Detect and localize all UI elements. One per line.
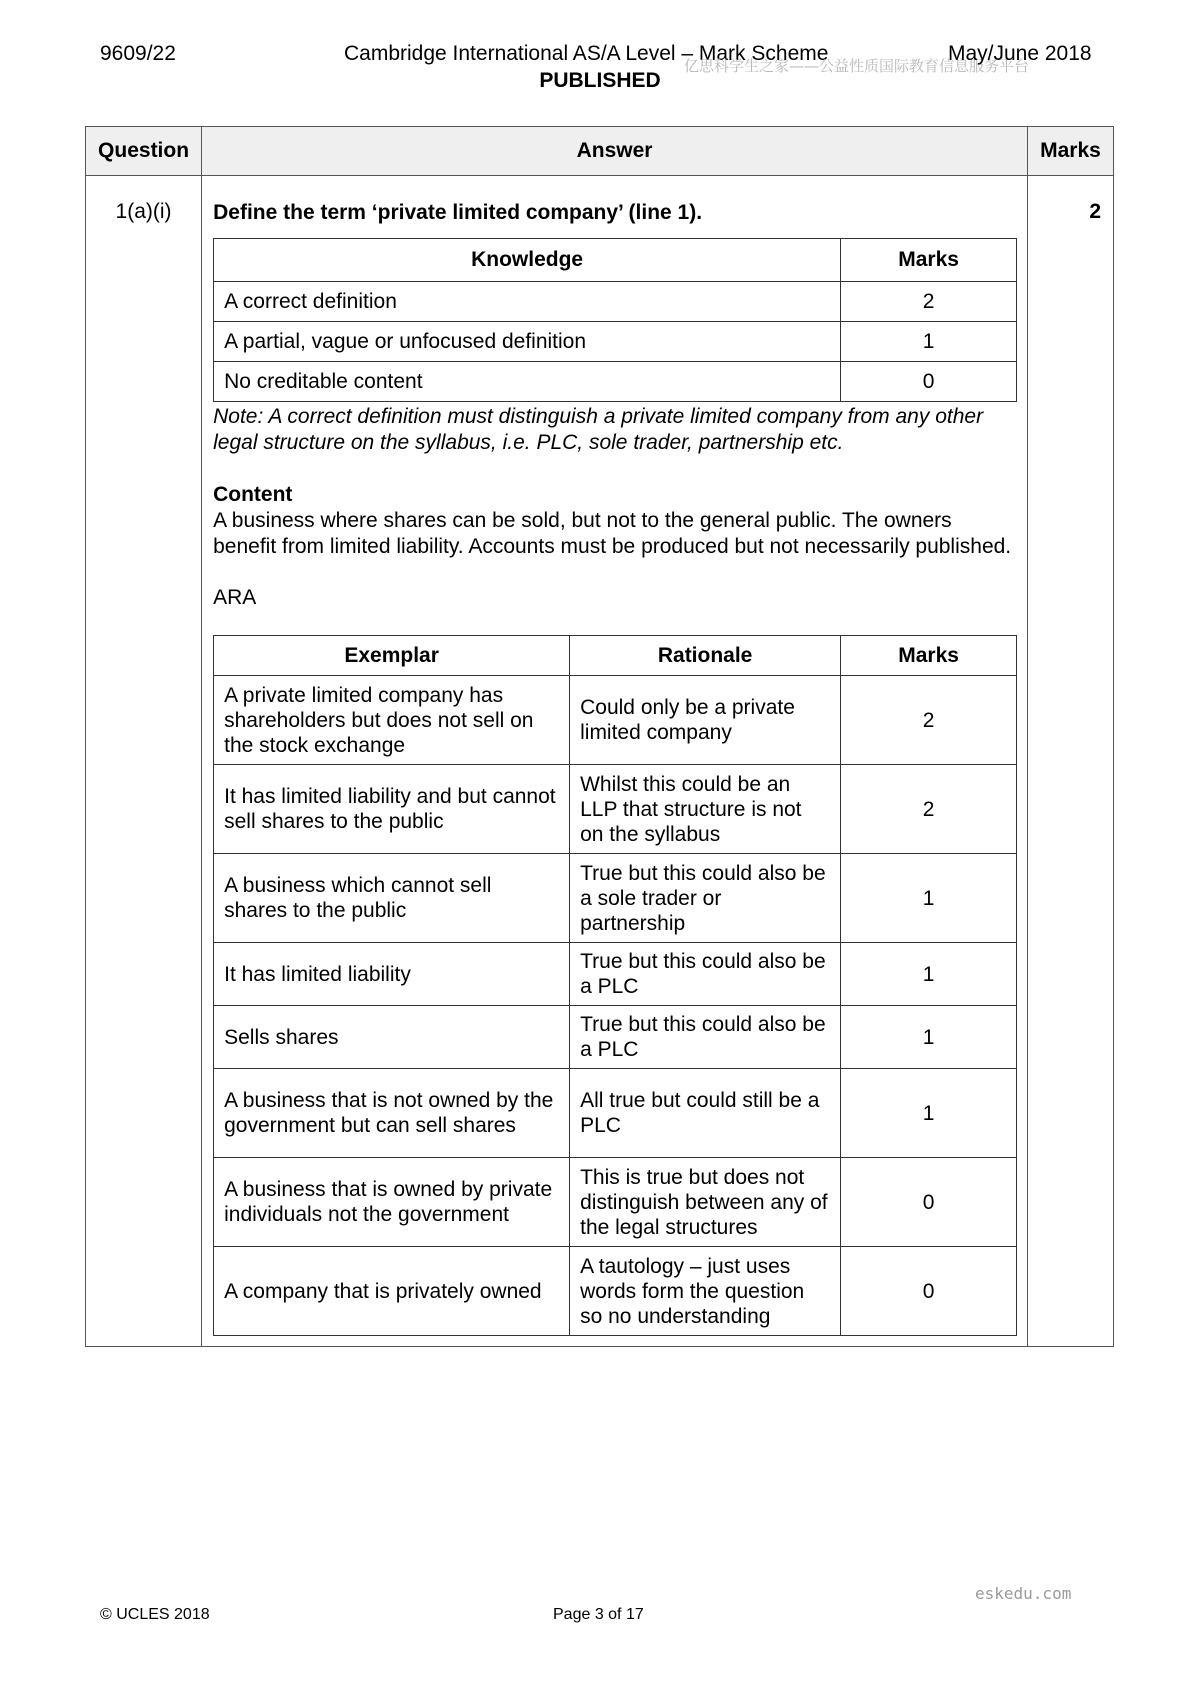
exemplar-mark: 1 — [841, 854, 1017, 943]
rationale-text: True but this could also be a sole trader or partnership — [570, 854, 841, 943]
marking-note: Note: A correct definition must distinguish a private limited company from any other legal structure on the syllabus, i.e. PLC, sole trader, partnership etc. — [213, 405, 984, 454]
document-code: 9609/22 — [100, 42, 176, 65]
exemplar-mark: 2 — [841, 676, 1017, 765]
exemplar-row — [214, 943, 1017, 1006]
knowledge-header: Knowledge — [214, 239, 841, 282]
total-marks: 2 — [1027, 176, 1113, 1347]
exemplar-row — [214, 1006, 1017, 1069]
rationale-text: This is true but does not distinguish between any of the legal structures — [570, 1158, 841, 1247]
knowledge-table — [213, 238, 1017, 402]
exemplar-mark: 1 — [841, 943, 1017, 1006]
exemplar-mark: 2 — [841, 765, 1017, 854]
exemplar-marks-header: Marks — [841, 636, 1017, 676]
exemplar-text: Sells shares — [214, 1006, 570, 1069]
page-number: Page 3 of 17 — [553, 1606, 644, 1623]
exemplar-text: A business that is not owned by the government but can sell shares — [214, 1069, 570, 1158]
knowledge-marks-header: Marks — [841, 239, 1017, 282]
marks-column-header: Marks — [1027, 127, 1113, 176]
rationale-text: True but this could also be a PLC — [570, 943, 841, 1006]
rationale-text: True but this could also be a PLC — [570, 1006, 841, 1069]
rationale-header: Rationale — [570, 636, 841, 676]
question-prompt: Define the term ‘private limited company’ (line 1). — [213, 201, 703, 224]
question-number: 1(a)(i) — [86, 176, 202, 1347]
rationale-text: All true but could still be a PLC — [570, 1069, 841, 1158]
footer-watermark: eskedu.com — [975, 1584, 1072, 1603]
exemplar-header: Exemplar — [214, 636, 570, 676]
knowledge-descriptor: No creditable content — [214, 362, 841, 402]
answer-cell — [202, 176, 1028, 1347]
exemplar-text: A business that is owned by private individuals not the government — [214, 1158, 570, 1247]
header-watermark: 亿思科学生之家——公益性质国际教育信息服务平台 — [684, 57, 1030, 75]
ara-label: ARA — [213, 586, 257, 609]
knowledge-mark: 0 — [841, 362, 1017, 402]
exemplar-mark: 1 — [841, 1069, 1017, 1158]
exam-session: May/June 2018 — [948, 42, 1092, 65]
knowledge-row — [214, 322, 1017, 362]
rationale-text: A tautology – just uses words form the question so no understanding — [570, 1247, 841, 1336]
knowledge-descriptor: A correct definition — [214, 282, 841, 322]
copyright: © UCLES 2018 — [100, 1606, 210, 1623]
published-label: PUBLISHED — [539, 69, 661, 92]
exemplar-text: A business which cannot sell shares to the public — [214, 854, 570, 943]
exemplar-mark: 0 — [841, 1158, 1017, 1247]
content-heading: Content — [213, 483, 293, 506]
exemplar-text: It has limited liability — [214, 943, 570, 1006]
exemplar-text: A company that is privately owned — [214, 1247, 570, 1336]
exemplar-row — [214, 1069, 1017, 1158]
document-title: Cambridge International AS/A Level – Mark Scheme — [344, 42, 829, 65]
rationale-text: Could only be a private limited company — [570, 676, 841, 765]
exemplar-table — [213, 635, 1017, 1336]
rationale-text: Whilst this could be an LLP that structure is not on the syllabus — [570, 765, 841, 854]
exemplar-row — [214, 676, 1017, 765]
knowledge-mark: 2 — [841, 282, 1017, 322]
knowledge-descriptor: A partial, vague or unfocused definition — [214, 322, 841, 362]
exemplar-text: A private limited company has shareholders but does not sell on the stock exchange — [214, 676, 570, 765]
exemplar-row — [214, 1158, 1017, 1247]
knowledge-row — [214, 362, 1017, 402]
content-body: A business where shares can be sold, but not to the general public. The owners benefit from limited liability. Accounts must be produced but not necessarily published. — [213, 509, 1012, 558]
answer-column-header: Answer — [202, 127, 1028, 176]
exemplar-mark: 1 — [841, 1006, 1017, 1069]
knowledge-mark: 1 — [841, 322, 1017, 362]
question-column-header: Question — [86, 127, 202, 176]
exemplar-row — [214, 1247, 1017, 1336]
question-row — [86, 176, 1114, 1347]
exemplar-row — [214, 765, 1017, 854]
knowledge-row — [214, 282, 1017, 322]
exemplar-text: It has limited liability and but cannot sell shares to the public — [214, 765, 570, 854]
exemplar-mark: 0 — [841, 1247, 1017, 1336]
mark-scheme-table — [85, 126, 1114, 1347]
exemplar-row — [214, 854, 1017, 943]
